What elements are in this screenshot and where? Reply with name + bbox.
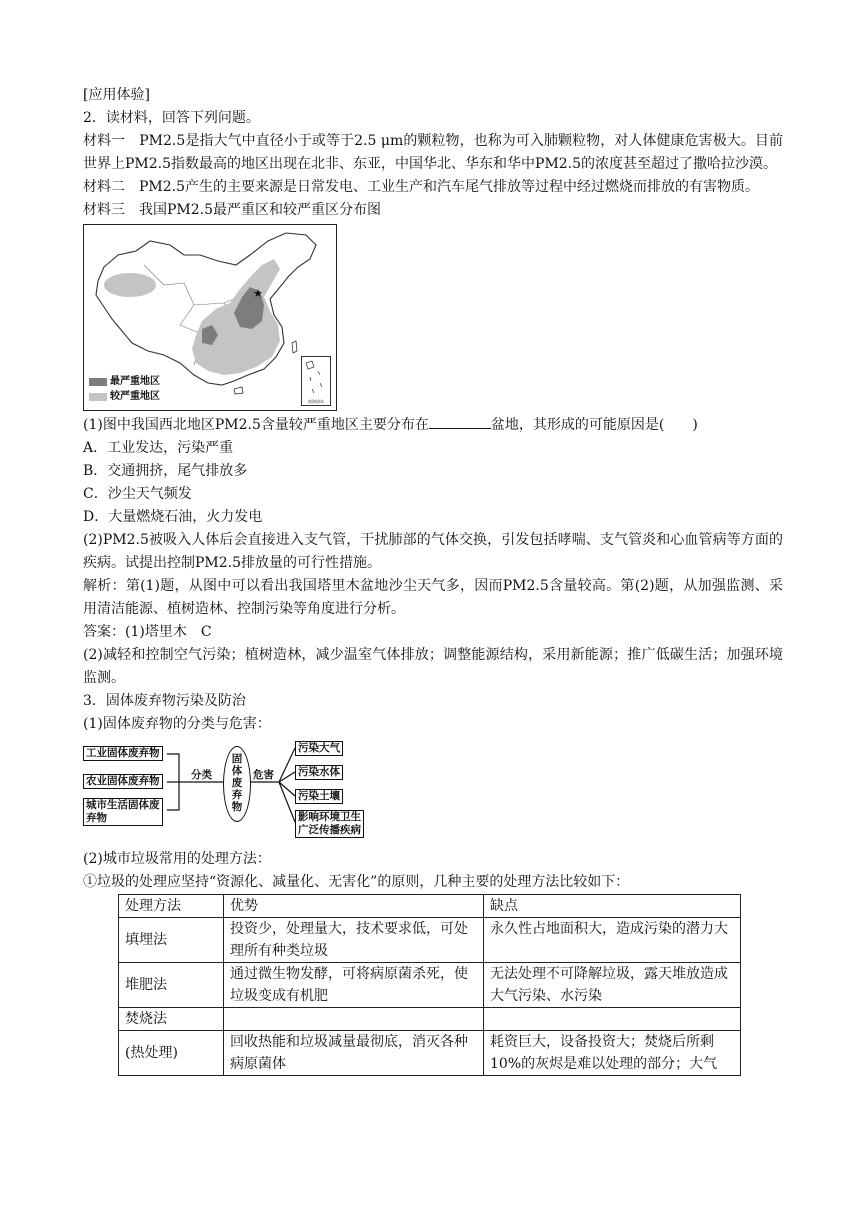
- center-label: 固 体 废 弃 物: [231, 753, 243, 813]
- subquestion-2: (2)PM2.5被吸入人体后会直接进入支气管，干扰肺部的气体交换，引发包括哮喘、支气管炎和心血管病等方面的疾病。试提出控制PM2.5排放量的可行性措施。: [83, 532, 783, 571]
- material-1: 材料一 PM2.5是指大气中直径小于或等于2.5 μm的颗粒物，也称为可入肺颗粒物，对人体健康危害极大。目前世界上PM2.5指数最高的地区出现在北非、东亚，中国华北、华东和华中PM2.5的浓度甚至超过了撒哈拉沙漠。: [83, 133, 783, 172]
- legend-swatch-most: [89, 378, 107, 386]
- treatment-comparison-table: [118, 894, 741, 1076]
- option-b: B．交通拥挤，尾气排放多: [83, 463, 248, 479]
- principle-text: ①垃圾的处理应坚持“资源化、减量化、无害化”的原则，几种主要的处理方法比较如下：: [83, 874, 630, 890]
- south-china-sea-inset: [301, 356, 331, 406]
- inset-caption: 南海诸岛: [308, 399, 324, 404]
- harm-soil: 污染土壤: [295, 789, 343, 804]
- table-cell: 无法处理不可降解垃圾，露天堆放造成大气污染、水污染: [484, 963, 741, 1008]
- page-content: [83, 84, 783, 1076]
- table-cell: [484, 1008, 741, 1031]
- legend-label-more: 较严重地区: [110, 391, 160, 402]
- table-cell: 填埋法: [119, 918, 224, 963]
- answer-1: 答案：(1)塔里木 C: [83, 624, 212, 640]
- material-2: 材料二 PM2.5产生的主要来源是日常发电、工业生产和汽车尾气排放等过程中经过燃烧而排放的有害物质。: [83, 179, 760, 195]
- table-cell: 通过微生物发酵，可将病原菌杀死，使垃圾变成有机肥: [224, 963, 484, 1008]
- table-cell: (热处理): [119, 1031, 224, 1076]
- table-cell: 堆肥法: [119, 963, 224, 1008]
- answer-2: (2)减轻和控制空气污染；植树造林，减少温室气体排放；调整能源结构，采用新能源；推广低碳生活；加强环境监测。: [83, 647, 783, 686]
- map-legend: [89, 374, 160, 404]
- source-urban: 城市生活固体废 弃物: [83, 798, 163, 826]
- hainan-island: [234, 387, 243, 394]
- option-d: D．大量燃烧石油，火力发电: [83, 509, 263, 525]
- option-c: C．沙尘天气频发: [83, 486, 192, 502]
- taiwan-island: [292, 341, 297, 353]
- analysis: 解析：第(1)题，从图中可以看出我国塔里木盆地沙尘天气多，因而PM2.5含量较高。第(2)题，从加强监测、采用清洁能源、植树造林、控制污染等角度进行分析。: [83, 578, 783, 617]
- table-row: [119, 1008, 741, 1031]
- q3-subquestion-2: (2)城市垃圾常用的处理方法：: [83, 851, 271, 867]
- material-3: 材料三 我国PM2.5最严重区和较严重区分布图: [83, 202, 382, 218]
- source-agricultural: 农业固体废弃物: [83, 774, 163, 789]
- pm25-distribution-map: [83, 224, 337, 411]
- inset-islands: [302, 357, 330, 405]
- header-advantage: 优势: [224, 895, 484, 918]
- answer-blank[interactable]: [429, 414, 491, 429]
- legend-item-most: [89, 374, 160, 389]
- question-3-title: 3．固体废弃物污染及防治: [83, 693, 246, 709]
- harm-water: 污染水体: [295, 765, 343, 780]
- table-row: [119, 1031, 741, 1076]
- header-disadvantage: 缺点: [484, 895, 741, 918]
- table-row: [119, 963, 741, 1008]
- table-cell: [224, 1008, 484, 1031]
- table-cell: 永久性占地面积大，造成污染的潜力大: [484, 918, 741, 963]
- table-cell: 回收热能和垃圾减量最彻底，消灭各种病原菌体: [224, 1031, 484, 1076]
- header-method: 处理方法: [119, 895, 224, 918]
- subquestion-1-after: 盆地，其形成的可能原因是( ): [490, 417, 698, 433]
- legend-swatch-more: [89, 393, 107, 401]
- solid-waste-diagram: [83, 740, 383, 845]
- table-header-row: [119, 895, 741, 918]
- center-node: [223, 746, 251, 822]
- table-cell: 投资少，处理量大，技术要求低，可处理所有种类垃圾: [224, 918, 484, 963]
- q3-subquestion-1: (1)固体废弃物的分类与危害：: [83, 716, 271, 732]
- classify-label: 分类: [191, 769, 212, 781]
- table-cell: 焚烧法: [119, 1008, 224, 1031]
- harm-disease: 影响环境卫生 广泛传播疾病: [295, 810, 364, 838]
- source-industrial: 工业固体废弃物: [83, 746, 163, 761]
- option-a: A．工业发达，污染严重: [83, 440, 234, 456]
- harm-label: 危害: [253, 769, 274, 781]
- legend-item-more: [89, 389, 160, 404]
- section-label: [应用体验]: [83, 87, 150, 103]
- subquestion-1-before: (1)图中我国西北地区PM2.5含量较严重地区主要分布在: [83, 417, 429, 433]
- tarim-basin-area: [104, 273, 156, 297]
- harm-air: 污染大气: [295, 741, 343, 756]
- subquestion-1: [83, 414, 783, 437]
- legend-label-most: 最严重地区: [110, 376, 160, 387]
- table-cell: 耗资巨大，设备投资大；焚烧后所剩10%的灰烬是难以处理的部分；大气: [484, 1031, 741, 1076]
- beijing-star-icon: ★: [253, 287, 263, 300]
- question-2-title: 2．读材料，回答下列问题。: [83, 110, 260, 126]
- table-row: [119, 918, 741, 963]
